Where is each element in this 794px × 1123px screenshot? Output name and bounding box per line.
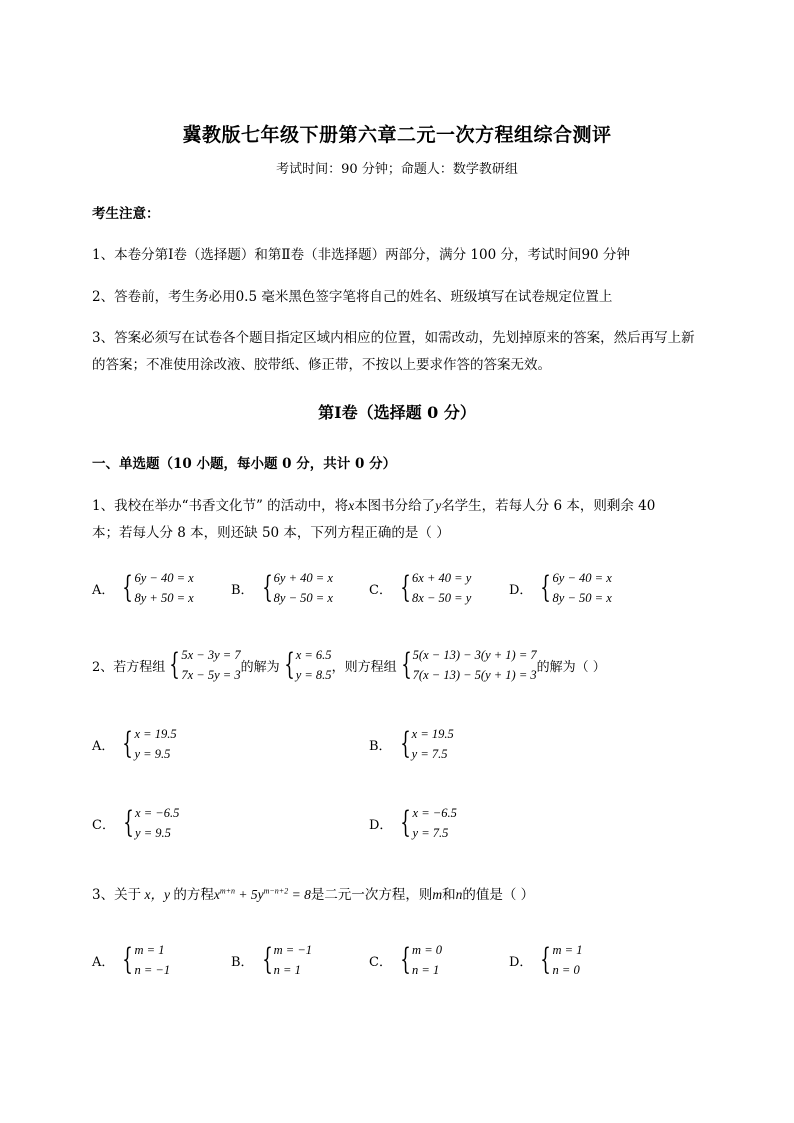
question-2-stem xyxy=(92,645,606,685)
equation: 7x − 5y = 3 xyxy=(181,668,241,682)
q3-vars: x，y xyxy=(141,887,174,902)
equation: n = 0 xyxy=(552,963,580,977)
equation: 6y − 40 = x xyxy=(134,571,194,585)
q2-prefix: 2、若方程组 xyxy=(92,659,166,675)
brace-icon: { xyxy=(399,726,411,761)
q1-text-a: 1、我校在举办“书香文化节” 的活动中，将 xyxy=(92,498,349,514)
equation: 6y − 40 = x xyxy=(552,571,612,585)
equation: m = 0 xyxy=(412,943,443,957)
brace-icon: { xyxy=(283,647,295,682)
equation: 8y − 50 = x xyxy=(273,591,333,605)
equation: x = 19.5 xyxy=(134,727,177,741)
equation: 5(x − 13) − 3(y + 1) = 7 xyxy=(412,648,537,662)
q2-mid-1: 的解为 xyxy=(240,659,280,675)
equation: 6y + 40 = x xyxy=(273,571,333,585)
q2-option-d[interactable] xyxy=(369,803,457,843)
option-label: D． xyxy=(369,817,393,833)
q2-option-b[interactable] xyxy=(369,724,454,764)
option-label: A． xyxy=(92,738,115,754)
equation: 8y − 50 = x xyxy=(552,591,612,605)
brace-icon: { xyxy=(540,942,552,977)
equation: x = 6.5 xyxy=(295,648,332,662)
eq-exp-1: m+n xyxy=(219,886,236,896)
brace-icon: { xyxy=(123,805,134,840)
q1-option-a[interactable] xyxy=(92,568,194,608)
exam-title: 冀教版七年级下册第六章二元一次方程组综合测评 xyxy=(182,124,612,146)
q2-suffix: 的解为（ ） xyxy=(536,659,606,675)
equation: m = −1 xyxy=(273,943,313,957)
equation: 8x − 50 = y xyxy=(412,591,472,605)
brace-icon: { xyxy=(540,570,552,605)
equation: n = 1 xyxy=(273,963,301,977)
equation: n = −1 xyxy=(134,963,171,977)
question-1-line-1 xyxy=(92,494,655,514)
q3-var-m: m xyxy=(432,887,443,902)
equation: m = 1 xyxy=(552,943,583,957)
notice-item-1: 1、本卷分第Ⅰ卷（选择题）和第Ⅱ卷（非选择题）两部分，满分 100 分，考试时间90 分钟 xyxy=(92,247,630,263)
option-label: A． xyxy=(92,582,115,598)
q3-var-n: n xyxy=(455,887,463,902)
question-3-stem xyxy=(92,883,534,903)
q3-prefix: 3、关于 xyxy=(92,887,142,903)
equation: x = −6.5 xyxy=(412,806,457,820)
option-label: B． xyxy=(369,738,392,754)
q1-option-d[interactable] xyxy=(509,568,612,608)
eq-base-1: x xyxy=(213,887,220,902)
equation: x = −6.5 xyxy=(135,806,180,820)
q1-var-y: y xyxy=(435,498,442,513)
equation: 5x − 3y = 7 xyxy=(181,648,241,662)
eq-end: = 8 xyxy=(288,887,311,902)
equation: m = 1 xyxy=(134,943,165,957)
equation: y = 7.5 xyxy=(412,826,449,840)
equation: y = 7.5 xyxy=(411,747,448,761)
brace-icon: { xyxy=(400,805,412,840)
equation: 6x + 40 = y xyxy=(412,571,472,585)
option-label: B． xyxy=(231,582,254,598)
brace-icon: { xyxy=(261,942,273,977)
brace-icon: { xyxy=(122,942,134,977)
equation: x = 19.5 xyxy=(411,727,454,741)
q2-mid-2: ，则方程组 xyxy=(331,659,397,675)
question-1-line-2: 本；若每人分 8 本，则还缺 50 本，下列方程正确的是（ ） xyxy=(92,525,450,541)
notice-item-2: 2、答卷前，考生务必用0.5 毫米黑色签字笔将自己的姓名、班级填写在试卷规定位置上 xyxy=(92,289,613,305)
brace-icon: { xyxy=(261,570,273,605)
brace-icon: { xyxy=(400,647,412,682)
notice-heading: 考生注意： xyxy=(92,206,160,222)
q3-suffix: 的值是（ ） xyxy=(462,887,535,903)
q1-option-c[interactable] xyxy=(369,568,471,608)
brace-icon: { xyxy=(122,726,134,761)
equation: 7(x − 13) − 5(y + 1) = 3 xyxy=(412,668,537,682)
q1-text-c: 名学生，若每人分 6 本，则剩余 40 xyxy=(441,498,656,514)
q3-option-c[interactable] xyxy=(369,940,442,980)
q1-var-x: x xyxy=(348,498,355,513)
option-label: C． xyxy=(369,954,392,970)
part-heading: 一、单选题（10 小题，每小题 0 分，共计 0 分） xyxy=(92,456,397,472)
q3-text-2: 是二元一次方程，则 xyxy=(310,887,433,903)
q3-option-b[interactable] xyxy=(231,940,312,980)
notice-item-3-line-2: 的答案；不准使用涂改液、胶带纸、修正带，不按以上要求作答的答案无效。 xyxy=(92,357,551,373)
option-label: D． xyxy=(509,954,533,970)
equation: y = 9.5 xyxy=(135,826,171,840)
q2-option-a[interactable] xyxy=(92,724,177,764)
q3-and: 和 xyxy=(442,887,456,903)
brace-icon: { xyxy=(169,647,181,682)
q2-option-c[interactable] xyxy=(92,803,179,843)
equation: n = 1 xyxy=(412,963,440,977)
brace-icon: { xyxy=(122,570,134,605)
equation: 8y + 50 = x xyxy=(134,591,194,605)
eq-mid: + 5y xyxy=(235,887,264,902)
q1-option-b[interactable] xyxy=(231,568,333,608)
option-label: C． xyxy=(369,582,392,598)
q1-text-b: 本图书分给了 xyxy=(354,498,436,514)
brace-icon: { xyxy=(400,570,411,605)
q3-mid: 的方程 xyxy=(173,887,214,903)
option-label: D． xyxy=(509,582,533,598)
q3-option-a[interactable] xyxy=(92,940,170,980)
q3-option-d[interactable] xyxy=(509,940,583,980)
notice-item-3-line-1: 3、答案必须写在试卷各个题目指定区域内相应的位置，如需改动，先划掉原来的答案，然后再写上新 xyxy=(92,330,695,346)
option-label: A． xyxy=(92,954,115,970)
equation: y = 9.5 xyxy=(134,747,171,761)
q3-equation xyxy=(214,887,311,902)
option-label: C． xyxy=(92,817,115,833)
option-label: B． xyxy=(231,954,254,970)
eq-exp-2: m−n+2 xyxy=(263,886,289,896)
brace-icon: { xyxy=(400,942,411,977)
equation: y = 8.5 xyxy=(295,668,332,682)
exam-subtitle: 考试时间：90 分钟；命题人：数学教研组 xyxy=(276,162,518,177)
section-title: 第Ⅰ卷（选择题 0 分） xyxy=(318,403,476,422)
